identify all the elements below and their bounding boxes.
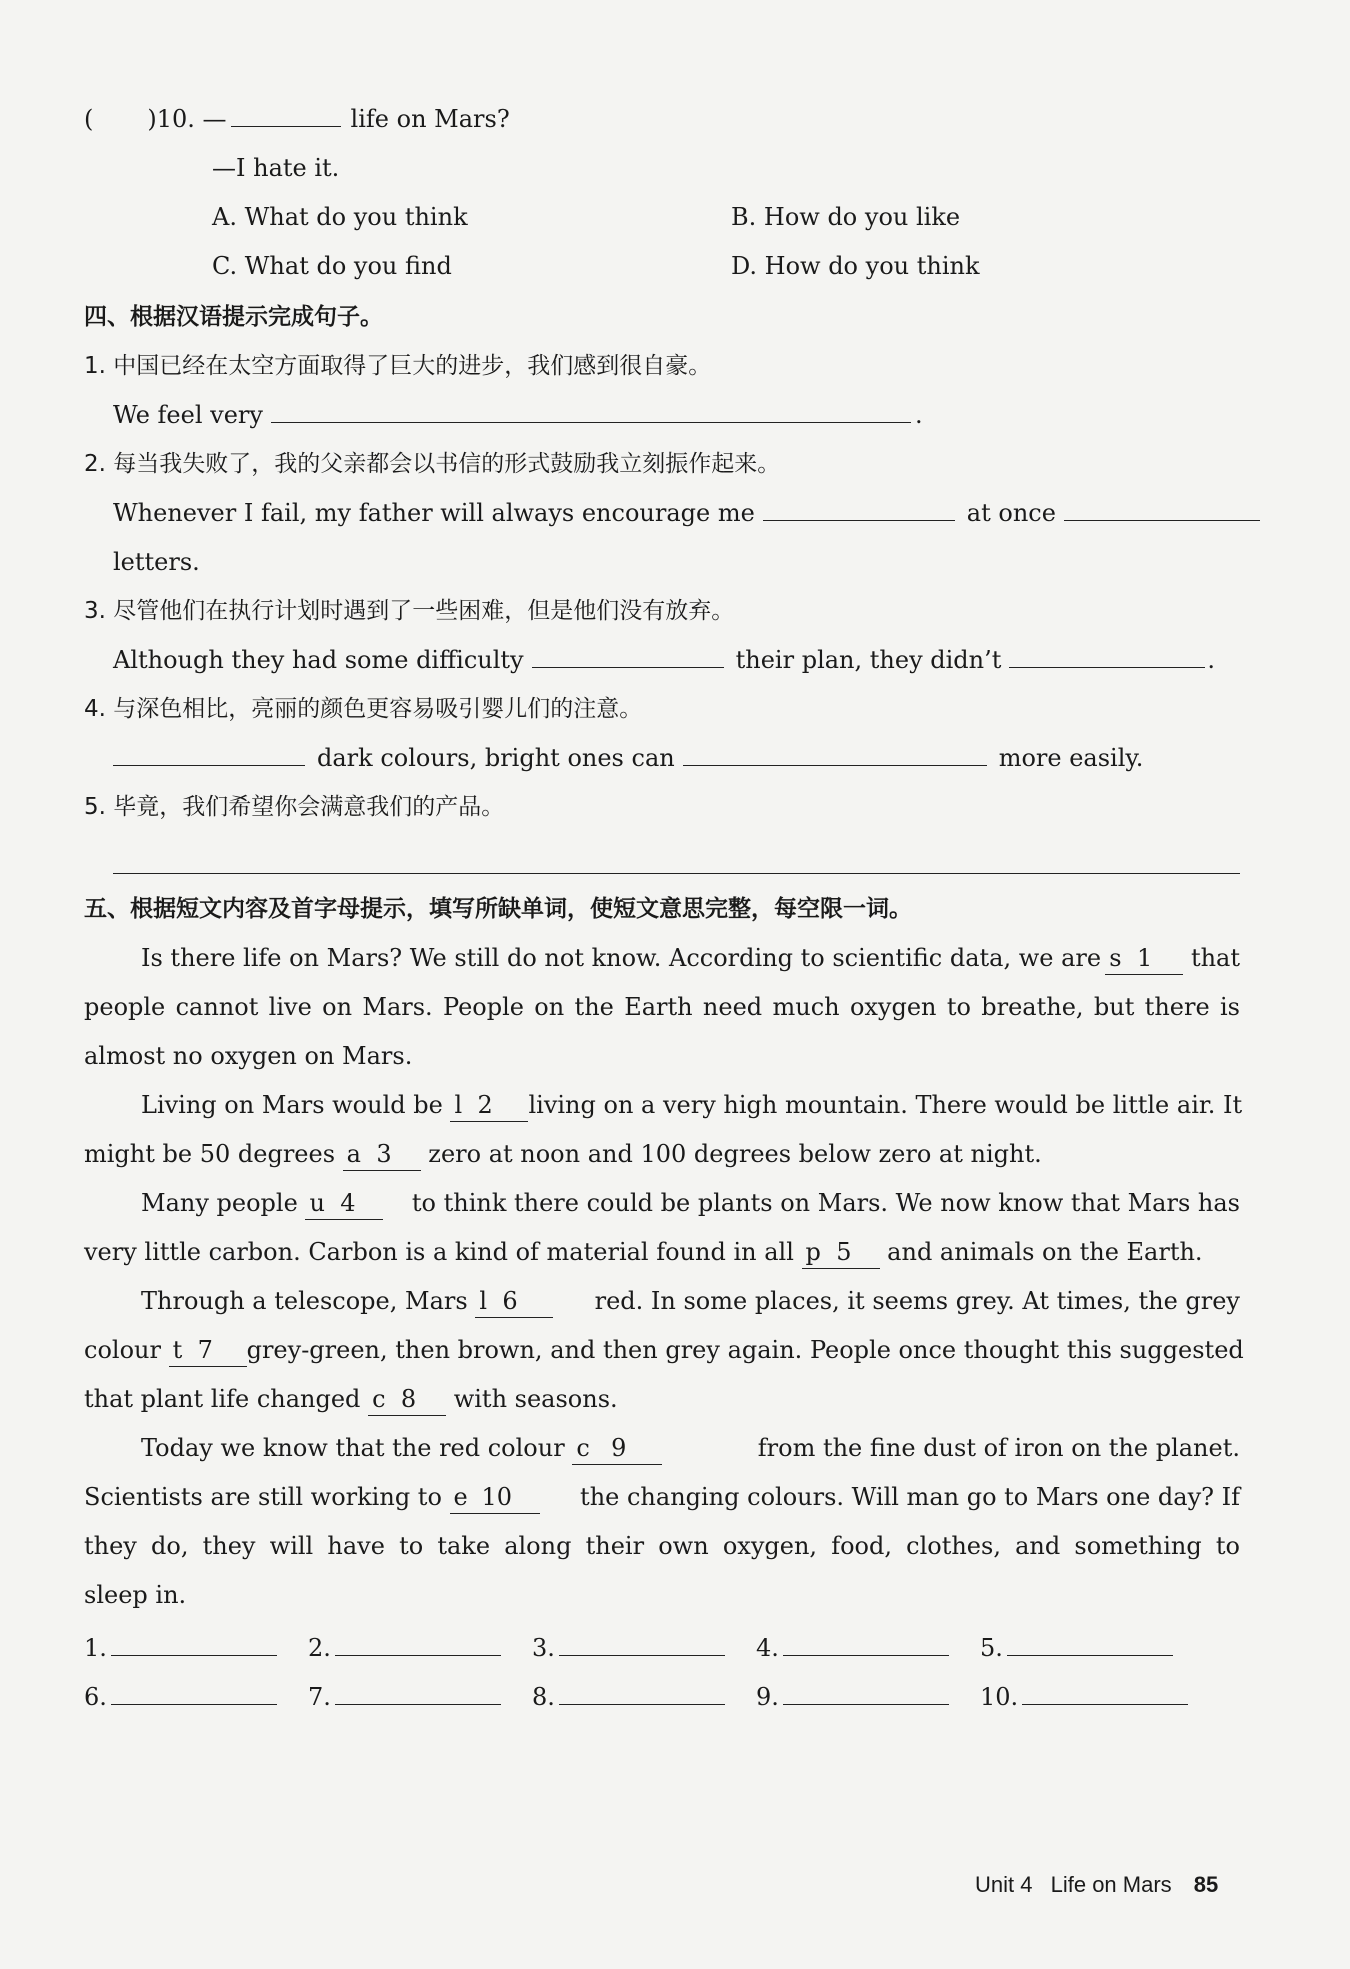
p4-line3 bbox=[84, 1383, 618, 1416]
answer-9-blank[interactable] bbox=[783, 1682, 949, 1705]
answer-2 bbox=[308, 1632, 501, 1664]
p4-text-a: Through a telescope, Mars bbox=[141, 1287, 468, 1315]
answer-5-blank[interactable] bbox=[1007, 1633, 1173, 1656]
cue-7[interactable] bbox=[169, 1334, 247, 1367]
answer-8-label: 8. bbox=[532, 1683, 555, 1711]
cue-3-num: 3 bbox=[376, 1140, 392, 1168]
q10-option-b[interactable]: B. How do you like bbox=[731, 203, 961, 231]
q10-after: life on Mars? bbox=[350, 105, 510, 133]
q10-stem bbox=[84, 103, 510, 135]
answer-7-blank[interactable] bbox=[335, 1682, 501, 1705]
page-footer bbox=[975, 1872, 1218, 1898]
cue-5-letter: p bbox=[805, 1238, 821, 1266]
p1-line2: people cannot live on Mars. People on the Earth need much oxygen to breathe, but there is bbox=[84, 993, 1240, 1021]
cue-1-letter: s bbox=[1109, 944, 1122, 972]
cue-6-letter: l bbox=[479, 1287, 487, 1315]
s4-item3-blank-1[interactable] bbox=[532, 645, 724, 668]
q10-option-c[interactable]: C. What do you find bbox=[212, 252, 452, 280]
section4-title: 四、根据汉语提示完成句子。 bbox=[84, 304, 383, 330]
s4-item3-text-b: their plan, they didn’t bbox=[735, 646, 1002, 674]
answer-5 bbox=[980, 1632, 1173, 1664]
answer-10-blank[interactable] bbox=[1022, 1682, 1188, 1705]
p3-text-c: very little carbon. Carbon is a kind of material found in all bbox=[84, 1238, 794, 1266]
footer-unit: Unit 4 bbox=[975, 1872, 1033, 1897]
answer-10 bbox=[980, 1681, 1188, 1713]
s4-item1-end: . bbox=[914, 401, 923, 429]
cue-1[interactable] bbox=[1105, 942, 1183, 975]
cue-5[interactable] bbox=[802, 1236, 880, 1269]
p4-text-c: colour bbox=[84, 1336, 161, 1364]
p4-line1 bbox=[141, 1285, 1240, 1318]
cue-5-num: 5 bbox=[836, 1238, 852, 1266]
p2-line2 bbox=[84, 1138, 1042, 1171]
p5-text-a: Today we know that the red colour bbox=[141, 1434, 565, 1462]
cue-3[interactable] bbox=[343, 1138, 421, 1171]
cue-7-letter: t bbox=[172, 1336, 183, 1364]
cue-8-letter: c bbox=[372, 1385, 386, 1413]
q10-paren: ( bbox=[84, 105, 94, 133]
answer-1-label: 1. bbox=[84, 1634, 107, 1662]
s4-item4-en bbox=[113, 742, 1143, 774]
p1-line1 bbox=[141, 942, 1240, 975]
s4-item1-text: We feel very bbox=[113, 401, 263, 429]
cue-9[interactable] bbox=[572, 1432, 662, 1465]
cue-6-num: 6 bbox=[502, 1287, 518, 1315]
p3-line2 bbox=[84, 1236, 1203, 1269]
cue-7-num: 7 bbox=[197, 1336, 213, 1364]
p4-line2 bbox=[84, 1334, 1244, 1367]
p1-line3: almost no oxygen on Mars. bbox=[84, 1042, 413, 1070]
p1-text-b: that bbox=[1190, 944, 1240, 972]
answer-3 bbox=[532, 1632, 725, 1664]
answer-3-blank[interactable] bbox=[559, 1633, 725, 1656]
s4-item4-text-a: dark colours, bright ones can bbox=[317, 744, 675, 772]
p5-text-d: the changing colours. Will man go to Mars one day? If bbox=[580, 1483, 1240, 1511]
page-number: 85 bbox=[1193, 1872, 1219, 1897]
s4-item5-cn: 5. 毕竟，我们希望你会满意我们的产品。 bbox=[84, 794, 505, 820]
s4-item2-en bbox=[113, 497, 1260, 529]
answer-2-blank[interactable] bbox=[335, 1633, 501, 1656]
s4-item2-letters: letters. bbox=[113, 548, 200, 576]
p4-text-d: grey-green, then brown, and then grey again. People once thought this suggested bbox=[246, 1336, 1244, 1364]
p2-text-a: Living on Mars would be bbox=[141, 1091, 443, 1119]
s4-item4-blank-2[interactable] bbox=[683, 743, 987, 766]
s4-item3-text-a: Although they had some difficulty bbox=[113, 646, 524, 674]
answer-6-blank[interactable] bbox=[111, 1682, 277, 1705]
p3-line1 bbox=[141, 1187, 1240, 1220]
p3-text-b: to think there could be plants on Mars. We now know that Mars has bbox=[411, 1189, 1240, 1217]
s4-item2-cn: 2. 每当我失败了，我的父亲都会以书信的形式鼓励我立刻振作起来。 bbox=[84, 451, 781, 477]
s4-item4-cn: 4. 与深色相比，亮丽的颜色更容易吸引婴儿们的注意。 bbox=[84, 696, 643, 722]
answer-4 bbox=[756, 1632, 949, 1664]
answer-8 bbox=[532, 1681, 725, 1713]
answer-7 bbox=[308, 1681, 501, 1713]
s4-item1-blank[interactable] bbox=[271, 400, 911, 423]
s4-item1-en bbox=[113, 399, 923, 431]
answer-7-label: 7. bbox=[308, 1683, 331, 1711]
s4-item3-end: . bbox=[1207, 646, 1216, 674]
cue-10-num: 10 bbox=[481, 1483, 513, 1511]
answer-8-blank[interactable] bbox=[559, 1682, 725, 1705]
p2-line1 bbox=[141, 1089, 1243, 1122]
cue-4[interactable] bbox=[305, 1187, 383, 1220]
answer-9-label: 9. bbox=[756, 1683, 779, 1711]
p5-line4: sleep in. bbox=[84, 1581, 187, 1609]
footer-title: Life on Mars bbox=[1050, 1872, 1172, 1897]
cue-4-num: 4 bbox=[340, 1189, 356, 1217]
answer-2-label: 2. bbox=[308, 1634, 331, 1662]
p4-text-b: red. In some places, it seems grey. At times, the grey bbox=[594, 1287, 1240, 1315]
q10-number: )10. — bbox=[147, 105, 227, 133]
p5-line1 bbox=[141, 1432, 1240, 1465]
s4-item3-cn: 3. 尽管他们在执行计划时遇到了一些困难，但是他们没有放弃。 bbox=[84, 598, 735, 624]
p1-text-a: Is there life on Mars? We still do not know. According to scientific data, we are bbox=[141, 944, 1102, 972]
p2-text-c: might be 50 degrees bbox=[84, 1140, 336, 1168]
cue-2-letter: l bbox=[454, 1091, 463, 1119]
q10-option-a[interactable]: A. What do you think bbox=[212, 203, 468, 231]
s4-item3-blank-2[interactable] bbox=[1009, 645, 1205, 668]
answer-1-blank[interactable] bbox=[111, 1633, 277, 1656]
p5-line2 bbox=[84, 1481, 1240, 1514]
q10-blank[interactable] bbox=[231, 104, 341, 127]
s4-item1-cn: 1. 中国已经在太空方面取得了巨大的进步，我们感到很自豪。 bbox=[84, 353, 712, 379]
p2-text-b: living on a very high mountain. There would be little air. It bbox=[528, 1091, 1243, 1119]
p3-text-a: Many people bbox=[141, 1189, 298, 1217]
p4-text-e: that plant life changed bbox=[84, 1385, 361, 1413]
cue-1-num: 1 bbox=[1136, 944, 1153, 972]
p3-text-d: and animals on the Earth. bbox=[887, 1238, 1203, 1266]
s4-item5-blank[interactable] bbox=[113, 873, 1240, 874]
s4-item3-en bbox=[113, 644, 1215, 676]
answer-5-label: 5. bbox=[980, 1634, 1003, 1662]
cue-8-num: 8 bbox=[400, 1385, 417, 1413]
cue-10-letter: e bbox=[453, 1483, 468, 1511]
cue-8[interactable] bbox=[368, 1383, 446, 1416]
answer-1 bbox=[84, 1632, 277, 1664]
cue-2[interactable] bbox=[450, 1089, 528, 1122]
cue-4-letter: u bbox=[309, 1189, 325, 1217]
p5-text-c: Scientists are still working to bbox=[84, 1483, 442, 1511]
q10-option-d[interactable]: D. How do you think bbox=[731, 252, 980, 280]
p5-text-b: from the fine dust of iron on the planet. bbox=[757, 1434, 1240, 1462]
cue-3-letter: a bbox=[346, 1140, 361, 1168]
cue-2-num: 2 bbox=[477, 1091, 493, 1119]
cue-6[interactable] bbox=[475, 1285, 553, 1318]
cue-9-num: 9 bbox=[611, 1434, 627, 1462]
p4-text-f: with seasons. bbox=[453, 1385, 618, 1413]
s4-item2-text-a: Whenever I fail, my father will always encourage me bbox=[113, 499, 755, 527]
section5-title: 五、根据短文内容及首字母提示，填写所缺单词，使短文意思完整，每空限一词。 bbox=[84, 896, 912, 922]
s4-item4-blank-1[interactable] bbox=[113, 743, 305, 766]
q10-reply: —I hate it. bbox=[212, 154, 340, 182]
answer-10-label: 10. bbox=[980, 1683, 1019, 1711]
answer-4-label: 4. bbox=[756, 1634, 779, 1662]
s4-item2-blank-2[interactable] bbox=[1064, 498, 1260, 521]
answer-6-label: 6. bbox=[84, 1683, 107, 1711]
answer-4-blank[interactable] bbox=[783, 1633, 949, 1656]
answer-6 bbox=[84, 1681, 277, 1713]
s4-item2-text-b: at once bbox=[966, 499, 1056, 527]
answer-9 bbox=[756, 1681, 949, 1713]
cue-9-letter: c bbox=[576, 1434, 590, 1462]
answer-3-label: 3. bbox=[532, 1634, 555, 1662]
p2-text-d: zero at noon and 100 degrees below zero at night. bbox=[428, 1140, 1042, 1168]
p5-line3: they do, they will have to take along their own oxygen, food, clothes, and something to bbox=[84, 1532, 1240, 1560]
s4-item2-blank-1[interactable] bbox=[763, 498, 955, 521]
cue-10[interactable] bbox=[450, 1481, 540, 1514]
s4-item4-text-b: more easily. bbox=[998, 744, 1144, 772]
